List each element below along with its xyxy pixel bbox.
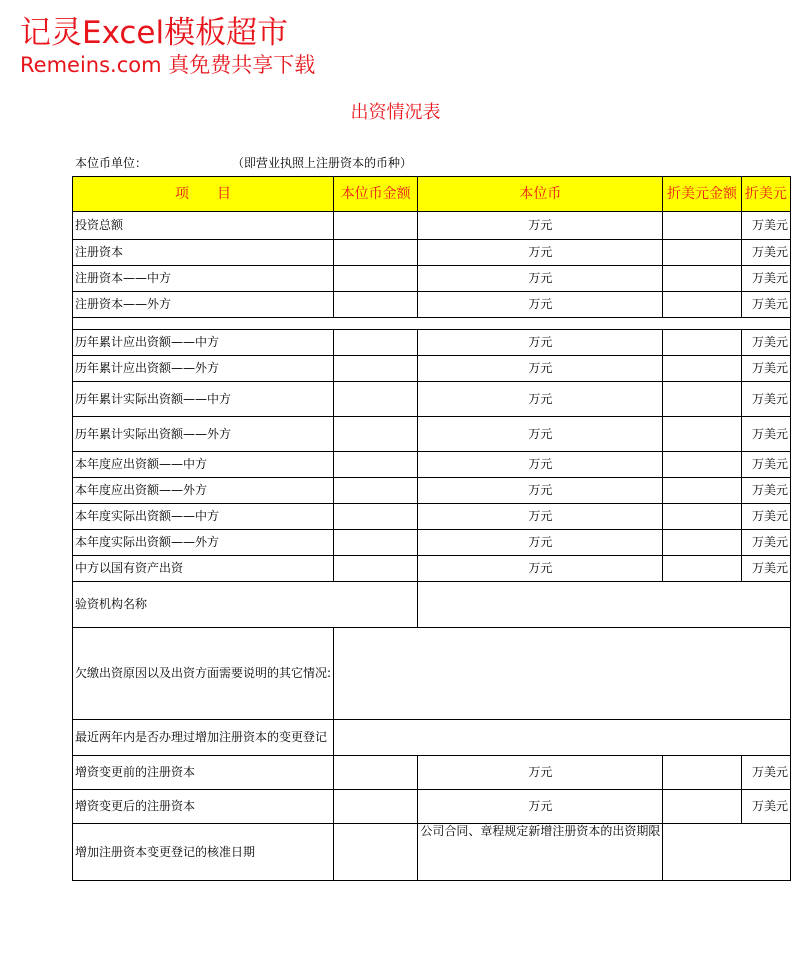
usd-amount-cell[interactable] bbox=[663, 292, 741, 318]
local-amount-cell[interactable] bbox=[334, 756, 418, 790]
usd-unit: 万美元 bbox=[741, 756, 790, 790]
local-unit: 万元 bbox=[418, 530, 663, 556]
table-row bbox=[73, 212, 791, 240]
local-unit: 万元 bbox=[418, 478, 663, 504]
row-label: 历年累计应出资额——中方 bbox=[73, 330, 334, 356]
usd-unit: 万美元 bbox=[741, 266, 790, 292]
usd-amount-cell[interactable] bbox=[663, 504, 741, 530]
recent-change-label: 最近两年内是否办理过增加注册资本的变更登记 bbox=[73, 720, 334, 756]
usd-unit: 万美元 bbox=[741, 356, 790, 382]
usd-amount-cell[interactable] bbox=[663, 266, 741, 292]
row-label: 本年度实际出资额——中方 bbox=[73, 504, 334, 530]
currency-unit-note: （即营业执照上注册资本的币种） bbox=[232, 156, 413, 170]
usd-amount-cell[interactable] bbox=[663, 212, 741, 240]
usd-amount-cell[interactable] bbox=[663, 530, 741, 556]
arrears-row bbox=[73, 628, 791, 720]
local-unit: 万元 bbox=[418, 756, 663, 790]
row-label: 历年累计应出资额——外方 bbox=[73, 356, 334, 382]
usd-unit: 万美元 bbox=[741, 478, 790, 504]
local-unit: 万元 bbox=[418, 356, 663, 382]
table-row bbox=[73, 756, 791, 790]
usd-amount-cell[interactable] bbox=[663, 790, 741, 824]
row-label: 注册资本——中方 bbox=[73, 266, 334, 292]
header-item: 项 目 bbox=[73, 177, 334, 212]
usd-amount-cell[interactable] bbox=[663, 330, 741, 356]
usd-amount-cell[interactable] bbox=[663, 478, 741, 504]
local-amount-cell[interactable] bbox=[334, 212, 418, 240]
local-unit: 万元 bbox=[418, 417, 663, 452]
local-amount-cell[interactable] bbox=[334, 330, 418, 356]
usd-amount-cell[interactable] bbox=[663, 756, 741, 790]
local-unit: 万元 bbox=[418, 790, 663, 824]
usd-unit: 万美元 bbox=[741, 504, 790, 530]
local-unit: 万元 bbox=[418, 266, 663, 292]
local-unit: 万元 bbox=[418, 556, 663, 582]
page-title: 出资情况表 bbox=[350, 102, 441, 123]
row-label: 注册资本——外方 bbox=[73, 292, 334, 318]
table-row bbox=[73, 266, 791, 292]
contract-note-label: 公司合同、章程规定新增注册资本的出资期限 bbox=[418, 824, 663, 881]
usd-amount-cell[interactable] bbox=[663, 382, 741, 417]
table-row bbox=[73, 504, 791, 530]
usd-unit: 万美元 bbox=[741, 556, 790, 582]
local-unit: 万元 bbox=[418, 452, 663, 478]
table-row bbox=[73, 790, 791, 824]
row-label: 中方以国有资产出资 bbox=[73, 556, 334, 582]
currency-unit-label: 本位币单位： bbox=[75, 156, 148, 170]
row-label: 注册资本 bbox=[73, 240, 334, 266]
approval-row bbox=[73, 824, 791, 881]
spacer-cell bbox=[73, 318, 791, 330]
usd-amount-cell[interactable] bbox=[663, 556, 741, 582]
local-unit: 万元 bbox=[418, 212, 663, 240]
spacer-row bbox=[73, 318, 791, 330]
local-amount-cell[interactable] bbox=[334, 382, 418, 417]
recent-change-input[interactable] bbox=[334, 720, 791, 756]
arrears-label: 欠缴出资原因以及出资方面需要说明的其它情况: bbox=[73, 628, 334, 720]
header-usd-amount: 折美元金额 bbox=[663, 177, 741, 212]
row-label: 本年度应出资额——外方 bbox=[73, 478, 334, 504]
local-amount-cell[interactable] bbox=[334, 556, 418, 582]
usd-unit: 万美元 bbox=[741, 452, 790, 478]
row-label: 投资总额 bbox=[73, 212, 334, 240]
recent-change-row bbox=[73, 720, 791, 756]
usd-unit: 万美元 bbox=[741, 292, 790, 318]
local-unit: 万元 bbox=[418, 382, 663, 417]
row-label: 本年度实际出资额——外方 bbox=[73, 530, 334, 556]
usd-unit: 万美元 bbox=[741, 212, 790, 240]
usd-unit: 万美元 bbox=[741, 382, 790, 417]
usd-unit: 万美元 bbox=[741, 417, 790, 452]
local-unit: 万元 bbox=[418, 292, 663, 318]
table-row bbox=[73, 356, 791, 382]
local-amount-cell[interactable] bbox=[334, 417, 418, 452]
before-change-label: 增资变更前的注册资本 bbox=[73, 756, 334, 790]
local-unit: 万元 bbox=[418, 330, 663, 356]
table-row bbox=[73, 240, 791, 266]
table-row bbox=[73, 330, 791, 356]
usd-amount-cell[interactable] bbox=[663, 417, 741, 452]
local-amount-cell[interactable] bbox=[334, 240, 418, 266]
header-local-amount: 本位币金额 bbox=[334, 177, 418, 212]
verify-org-row bbox=[73, 582, 791, 628]
header-local-currency: 本位币 bbox=[418, 177, 663, 212]
capital-contribution-table bbox=[72, 176, 791, 881]
row-label: 本年度应出资额——中方 bbox=[73, 452, 334, 478]
arrears-input[interactable] bbox=[334, 628, 791, 720]
usd-unit: 万美元 bbox=[741, 240, 790, 266]
after-change-label: 增资变更后的注册资本 bbox=[73, 790, 334, 824]
usd-amount-cell[interactable] bbox=[663, 356, 741, 382]
table-row bbox=[73, 292, 791, 318]
row-label: 历年累计实际出资额——外方 bbox=[73, 417, 334, 452]
row-label: 历年累计实际出资额——中方 bbox=[73, 382, 334, 417]
local-unit: 万元 bbox=[418, 504, 663, 530]
local-amount-cell[interactable] bbox=[334, 504, 418, 530]
watermark-title: 记灵Excel模板超市 bbox=[20, 15, 289, 51]
local-amount-cell[interactable] bbox=[334, 292, 418, 318]
local-amount-cell[interactable] bbox=[334, 356, 418, 382]
table-row bbox=[73, 478, 791, 504]
local-amount-cell[interactable] bbox=[334, 478, 418, 504]
usd-amount-cell[interactable] bbox=[663, 452, 741, 478]
verify-org-label: 验资机构名称 bbox=[73, 582, 418, 628]
table-row bbox=[73, 452, 791, 478]
local-amount-cell[interactable] bbox=[334, 530, 418, 556]
table-row bbox=[73, 417, 791, 452]
table-row bbox=[73, 530, 791, 556]
verify-org-input[interactable] bbox=[418, 582, 791, 628]
local-amount-cell[interactable] bbox=[334, 266, 418, 292]
approval-date-label: 增加注册资本变更登记的核准日期 bbox=[73, 824, 334, 881]
header-usd: 折美元 bbox=[741, 177, 790, 212]
usd-unit: 万美元 bbox=[741, 790, 790, 824]
usd-unit: 万美元 bbox=[741, 330, 790, 356]
local-amount-cell[interactable] bbox=[334, 790, 418, 824]
header-row bbox=[73, 177, 791, 212]
watermark-subtitle: Remeins.com 真免费共享下载 bbox=[20, 53, 316, 77]
table-row bbox=[73, 556, 791, 582]
table-row bbox=[73, 382, 791, 417]
contract-deadline-input[interactable] bbox=[663, 824, 791, 881]
usd-unit: 万美元 bbox=[741, 530, 790, 556]
local-unit: 万元 bbox=[418, 240, 663, 266]
usd-amount-cell[interactable] bbox=[663, 240, 741, 266]
approval-date-input[interactable] bbox=[334, 824, 418, 881]
local-amount-cell[interactable] bbox=[334, 452, 418, 478]
